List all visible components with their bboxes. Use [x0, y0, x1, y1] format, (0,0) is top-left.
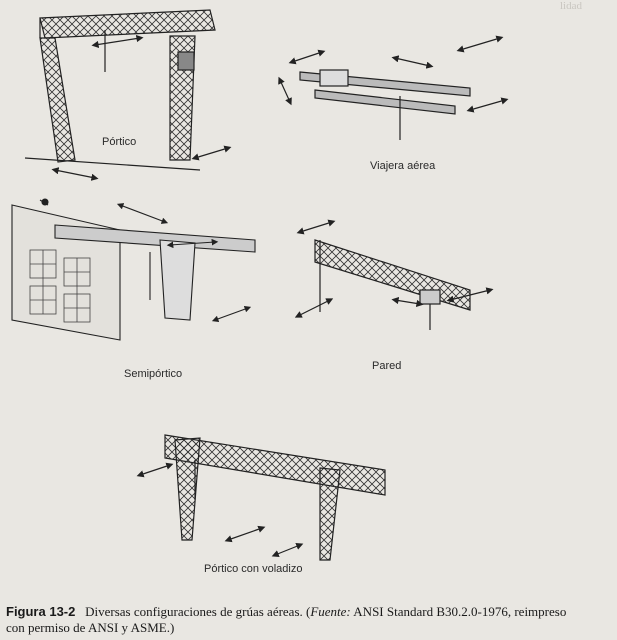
label-overhead-travelling: Viajera aérea	[370, 160, 436, 172]
semi-gantry-crane-figure	[12, 199, 255, 340]
caption-source-label: Fuente:	[310, 604, 351, 619]
caption-source-text: ANSI Standard B30.2.0-1976, reimpreso	[350, 604, 567, 619]
caption-line2: con permiso de ANSI y ASME.)	[6, 620, 175, 635]
label-cantilever-gantry: Pórtico con voladizo	[204, 563, 303, 575]
label-gantry: Pórtico	[102, 136, 137, 148]
caption-text: Diversas configuraciones de grúas aéreas. (	[85, 604, 311, 619]
cantilever-gantry-crane-figure	[140, 435, 385, 560]
overhead-travelling-crane-figure	[280, 38, 505, 140]
figure-caption	[6, 604, 611, 636]
bleed-through-text: lidad	[560, 0, 582, 12]
gantry-crane-figure	[25, 10, 228, 178]
wall-crane-figure	[298, 222, 490, 330]
figure-number: Figura 13-2	[6, 604, 76, 619]
label-semi-gantry: Semipórtico	[124, 368, 183, 380]
label-wall-crane: Pared	[372, 360, 402, 372]
